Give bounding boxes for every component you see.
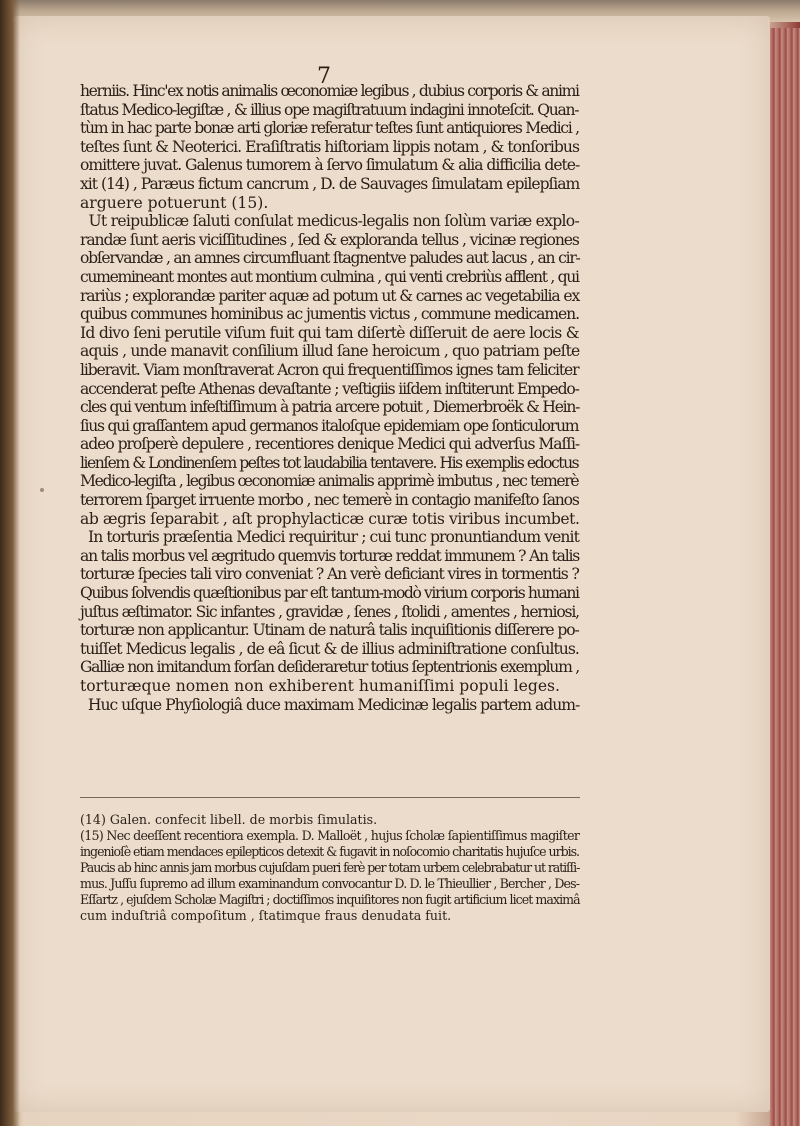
footnote-line: (14) Galen. confecit libell. de morbis ſimulatis.	[80, 812, 378, 827]
body-line: randæ ſunt aeris viciſſitudines , ſed & exploranda tellus , vicinæ regiones	[80, 230, 579, 249]
body-line: aquis , unde manavit conſilium illud ſane heroicum , quo patriam peſte	[80, 342, 580, 361]
body-line: Medico-legiſta , legibus œconomiæ animalis apprimè imbutus , nec temerè	[80, 472, 579, 491]
body-line: cumemineant montes aut montium culmina , qui venti crebriùs afflent , qui	[80, 267, 579, 286]
body-line: adeo proſperè depulere , recentiores denique Medici qui adverſus Maſſi-	[80, 435, 580, 454]
footnote-line: Paucis ab hinc annis jam morbus cujuſdam pueri ferè per totam urbem celebrabatur ut ratiſſi-	[80, 860, 580, 875]
page-number: 7	[317, 64, 331, 89]
footnote-line: ingenioſè etiam mendaces epilepticos detexit & fugavit in noſocomio charitatis hujuſce urbis.	[80, 844, 579, 859]
body-line: tuiſſet Medicus legalis , de eâ ſicut & de illius adminiſtratione conſultus.	[80, 639, 579, 658]
footnote-line: (15) Nec deeſſent recentiora exempla. D. Malloët , hujus ſcholæ ſapientiſſimus magiſter	[80, 828, 580, 843]
body-line: liberavit. Viam monſtraverat Acron qui frequentiſſimos ignes tam feliciter	[80, 360, 579, 379]
gutter-shadow	[0, 0, 20, 1126]
body-line: In torturis præſentia Medici requiritur ; cui tunc pronuntiandum venit	[80, 528, 579, 547]
body-line: terrorem ſparget irruente morbo , nec temerè in contagio manifeſto ſanos	[80, 491, 579, 510]
body-line: an talis morbus vel ægritudo quemvis torturæ reddat immunem ? An talis	[80, 546, 580, 565]
footnote-divider	[80, 797, 580, 798]
body-line: juſtus æſtimator. Sic infantes , gravidæ , ſenes , ſtolidi , amentes , herniosi,	[80, 602, 579, 621]
ink-spot	[40, 488, 44, 492]
footnote-line: mus. Juſſu ſupremo ad illum examinandum convocantur D. D. le Thieullier , Bercher , Des-	[80, 876, 580, 891]
body-line: xit (14) , Paræus fictum cancrum , D. de Sauvages ſimulatam epilepſiam	[80, 174, 580, 193]
body-line: accenderat peſte Athenas devaſtante ; veſtigiis iiſdem inſtiterunt Empedo-	[80, 379, 579, 398]
footnote-line: Eſſartz , ejuſdem Scholæ Magiſtri ; doctiſſimos inquiſitores non fugit artificium licet maximâ	[80, 892, 580, 907]
body-line: tùm in hac parte bonæ arti gloriæ referatur teſtes ſunt antiquiores Medici ,	[80, 119, 579, 138]
body-line: Galliæ non imitandum forſan deſideraretur totius ſeptentrionis exemplum ,	[80, 658, 579, 677]
body-line: omittere juvat. Galenus tumorem à ſervo ſimulatum & alia difficilia dete-	[80, 156, 580, 175]
body-line: torturæ ſpecies tali viro conveniat ? An verè deficiant vires in tormentis ?	[80, 565, 579, 584]
body-line: torturæ non applicantur. Utinam de naturâ talis inquiſitionis diſſerere po-	[80, 621, 579, 640]
footnotes	[80, 812, 580, 924]
body-line: arguere potuerunt (15).	[80, 193, 269, 212]
body-line: Id divo ſeni perutile viſum fuit qui tam diſertè diſſeruit de aere locis &	[80, 323, 579, 342]
body-line: ſius qui graſſantem apud germanos italoſque epidemiam ope ſonticulorum	[80, 416, 579, 435]
body-line: ſtatus Medico-legiſtæ , & illius ope magiſtratuum indagini innoteſcit. Quan-	[80, 100, 579, 119]
body-line: lienſem & Londinenſem peſtes tot laudabilia tentavere. His exemplis edoctus	[80, 453, 579, 472]
body-line: Ut reipublicæ ſaluti conſulat medicus-legalis non ſolùm variæ explo-	[80, 212, 579, 231]
body-line: Huc uſque Phyſiologiâ duce maximam Medicinæ legalis partem adum-	[80, 695, 580, 714]
body-line: rariùs ; explorandæ pariter aquæ ad potum ut & carnes ac vegetabilia ex	[80, 286, 580, 305]
body-line: teſtes ſunt & Neoterici. Eraſiſtratis hiſtoriam lippis notam , & tonſoribus	[80, 137, 580, 156]
page-fore-edge	[770, 28, 800, 1126]
body-line: torturæque nomen non exhiberent humaniſſimi populi leges.	[80, 677, 561, 695]
body-line: obſervandæ , an amnes circumfluant ſtagnentve paludes aut lacus , an cir-	[80, 249, 580, 268]
body-text	[80, 82, 580, 714]
body-line: cles qui ventum infeſtiſſimum à patria arcere potuit , Diemerbroëk & Hein-	[80, 398, 580, 417]
body-line: herniis. Hinc'ex notis animalis œconomiæ legibus , dubius corporis & animi	[80, 82, 579, 100]
body-line: ab ægris ſeparabit , aſt prophylacticæ curæ totis viribus incumbet.	[80, 509, 580, 528]
body-line: quibus communes hominibus ac jumentis victus , commune medicamen.	[80, 305, 579, 324]
body-line: Quibus ſolvendis quæſtionibus par eſt tantum-modò virium corporis humani	[80, 584, 579, 603]
footnote-line: cum induſtriâ compoſitum , ſtatimque fraus denudata fuit.	[80, 908, 452, 923]
